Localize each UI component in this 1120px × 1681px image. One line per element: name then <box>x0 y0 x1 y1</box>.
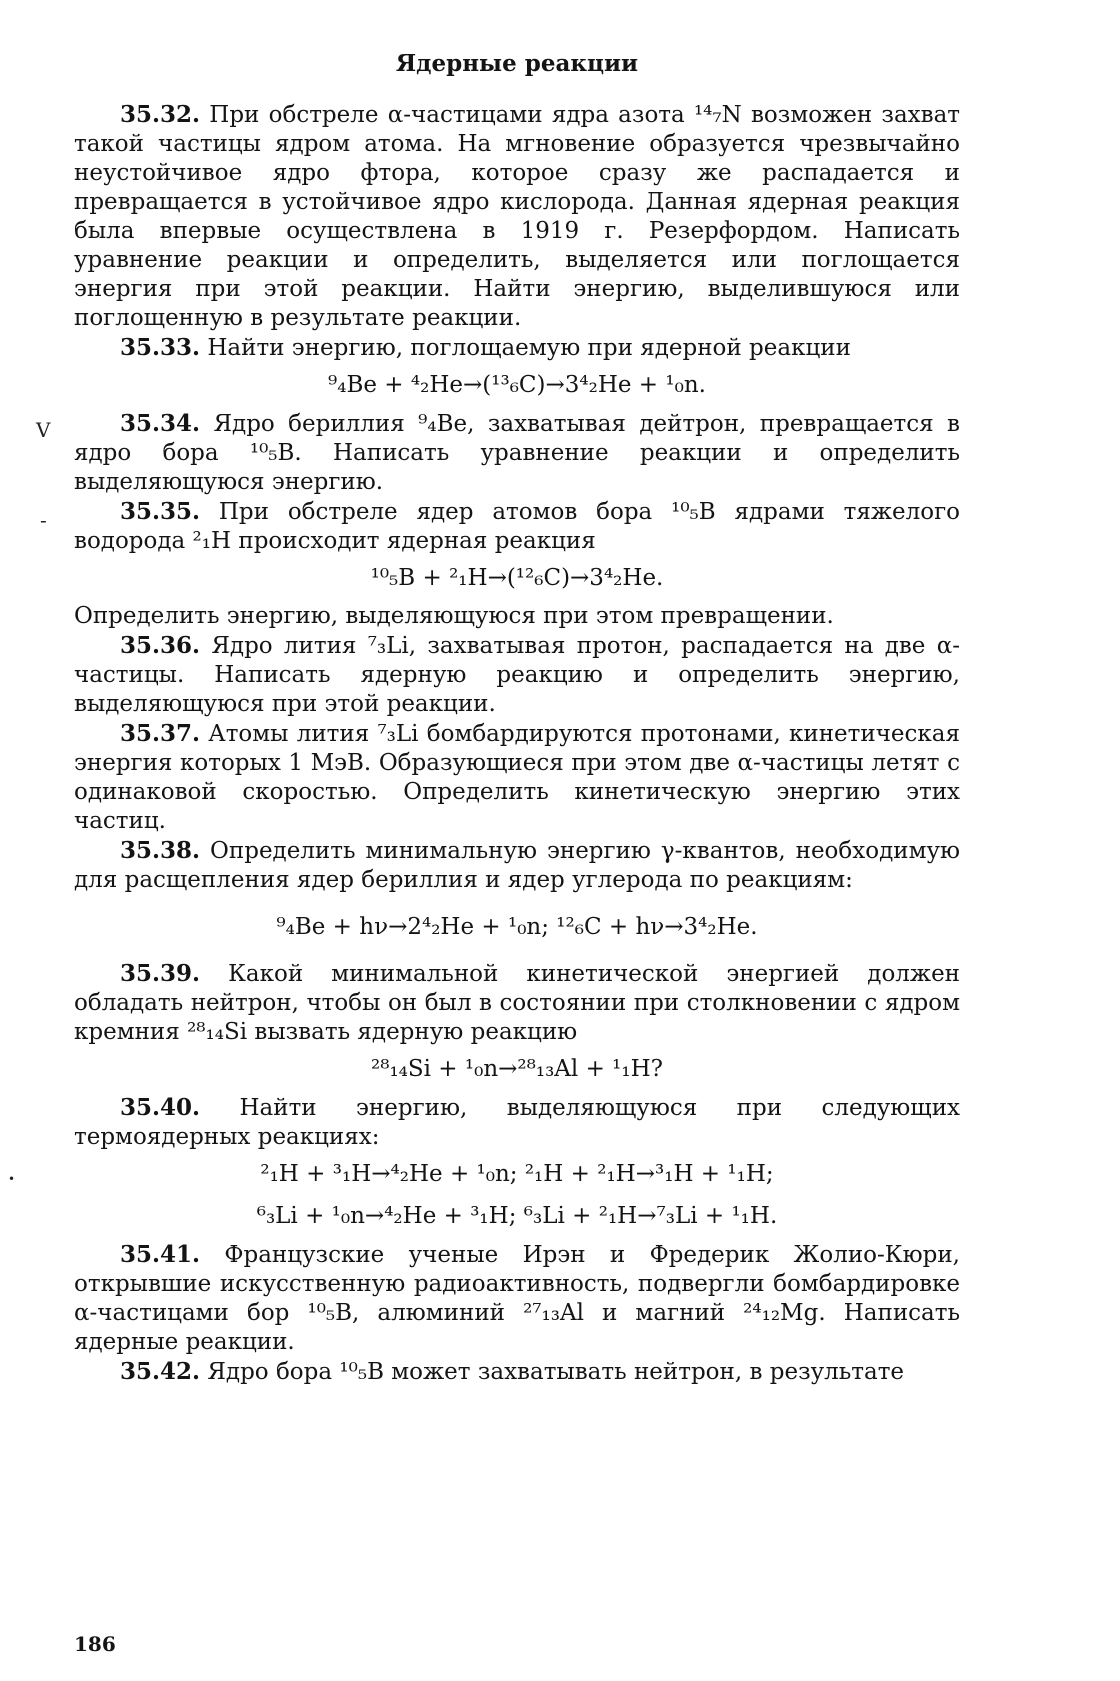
problem-number: 35.37. <box>120 720 201 747</box>
reaction-equation: ²⁸₁₄Si + ¹₀n→²⁸₁₃Al + ¹₁H? <box>371 1056 663 1082</box>
problem-text: Ядро лития ⁷₃Li, захватывая протон, распадается на две α-частицы. Написать ядерную реакцию и определить энергию, выделяющуюся при этой реакции. <box>74 633 961 717</box>
problem-text: Найти энергию, выделяющуюся при следующих термоядерных реакциях: <box>74 1095 960 1150</box>
problem-number: 35.41. <box>120 1241 201 1268</box>
margin-checkmark: V <box>36 418 51 442</box>
reaction-equation: ⁹₄Be + hν→2⁴₂He + ¹₀n; ¹²₆C + hν→3⁴₂He. <box>276 914 758 940</box>
problem-text: Атомы лития ⁷₃Li бомбардируются протонами, кинетическая энергия которых 1 МэВ. Образующиеся при этом две α-частицы летят с одинаковой скоростью. Определить кинетическую энергию этих частиц. <box>74 721 961 834</box>
problem-text: Найти энергию, поглощаемую при ядерной реакции <box>207 335 851 361</box>
margin-dot: • <box>8 1172 16 1186</box>
problem-text: Ядро бериллия ⁹₄Be, захватывая дейтрон, превращается в ядро бора ¹⁰₅B. Написать уравнение реакции и определить выделяющуюся энергию. <box>74 411 960 495</box>
problem-text: При обстреле α-частицами ядра азота ¹⁴₇N возможен захват такой частицы ядром атома. На мгновение образуется чрезвычайно неустойчивое ядро фтора, которое сразу же распадается и превращается в устойчивое ядро кислорода. Данная ядерная реакция была впервые осуществлена в 1919 г. Резерфордом. Написать уравнение реакции и определить, выделяется или поглощается энергия при этой реакции. Найти энергию, выделившуюся или поглощенную в результате реакции. <box>74 102 961 331</box>
problem-number: 35.33. <box>120 334 201 361</box>
problem-number: 35.39. <box>120 960 201 987</box>
problem-35-32 <box>74 100 960 333</box>
problem-number: 35.35. <box>120 498 201 525</box>
problem-35-38 <box>74 836 960 945</box>
problem-number: 35.36. <box>120 632 201 659</box>
problem-question: Определить энергию, выделяющуюся при этом превращении. <box>74 603 834 629</box>
problem-35-42 <box>74 1357 960 1387</box>
problem-35-39 <box>74 959 960 1087</box>
margin-dash: - <box>40 508 47 532</box>
reaction-equation: ²₁H + ³₁H→⁴₂He + ¹₀n; ²₁H + ²₁H→³₁H + ¹₁H; <box>260 1161 774 1187</box>
problem-35-37 <box>74 719 960 836</box>
page-number: 186 <box>74 1632 116 1656</box>
problem-35-34 <box>74 409 960 497</box>
problem-35-36 <box>74 631 960 719</box>
reaction-equation: ¹⁰₅B + ²₁H→(¹²₆C)→3⁴₂He. <box>370 565 664 591</box>
problem-text: Французские ученые Ирэн и Фредерик Жолио-Кюри, открывшие искусственную радиоактивность, подвергли бомбардировке α-частицами бор ¹⁰₅B, алюминий ²⁷₁₃Al и магний ²⁴₁₂Mg. Написать ядерные реакции. <box>74 1242 960 1355</box>
problem-list <box>74 100 960 1387</box>
problem-35-40 <box>74 1093 960 1234</box>
section-heading: Ядерные реакции <box>395 50 639 77</box>
textbook-page <box>74 0 960 1681</box>
problem-number: 35.40. <box>120 1094 201 1121</box>
problem-35-41 <box>74 1240 960 1357</box>
reaction-equation: ⁹₄Be + ⁴₂He→(¹³₆C)→3⁴₂He + ¹₀n. <box>328 372 706 398</box>
problem-text: Ядро бора ¹⁰₅B может захватывать нейтрон, в результате <box>207 1359 905 1385</box>
problem-35-33 <box>74 333 960 403</box>
problem-number: 35.42. <box>120 1358 201 1385</box>
problem-text: При обстреле ядер атомов бора ¹⁰₅B ядрами тяжелого водорода ²₁H происходит ядерная реакция <box>74 499 961 554</box>
problem-text: Какой минимальной кинетической энергией должен обладать нейтрон, чтобы он был в состоянии при столкновении с ядром кремния ²⁸₁₄Si вызвать ядерную реакцию <box>74 961 961 1045</box>
reaction-equation: ⁶₃Li + ¹₀n→⁴₂He + ³₁H; ⁶₃Li + ²₁H→⁷₃Li + ¹₁H. <box>256 1203 778 1229</box>
problem-number: 35.34. <box>120 410 201 437</box>
problem-number: 35.38. <box>120 837 201 864</box>
problem-number: 35.32. <box>120 101 201 128</box>
problem-35-35 <box>74 497 960 631</box>
problem-text: Определить минимальную энергию γ-квантов, необходимую для расщепления ядер бериллия и ядер углерода по реакциям: <box>74 838 961 893</box>
